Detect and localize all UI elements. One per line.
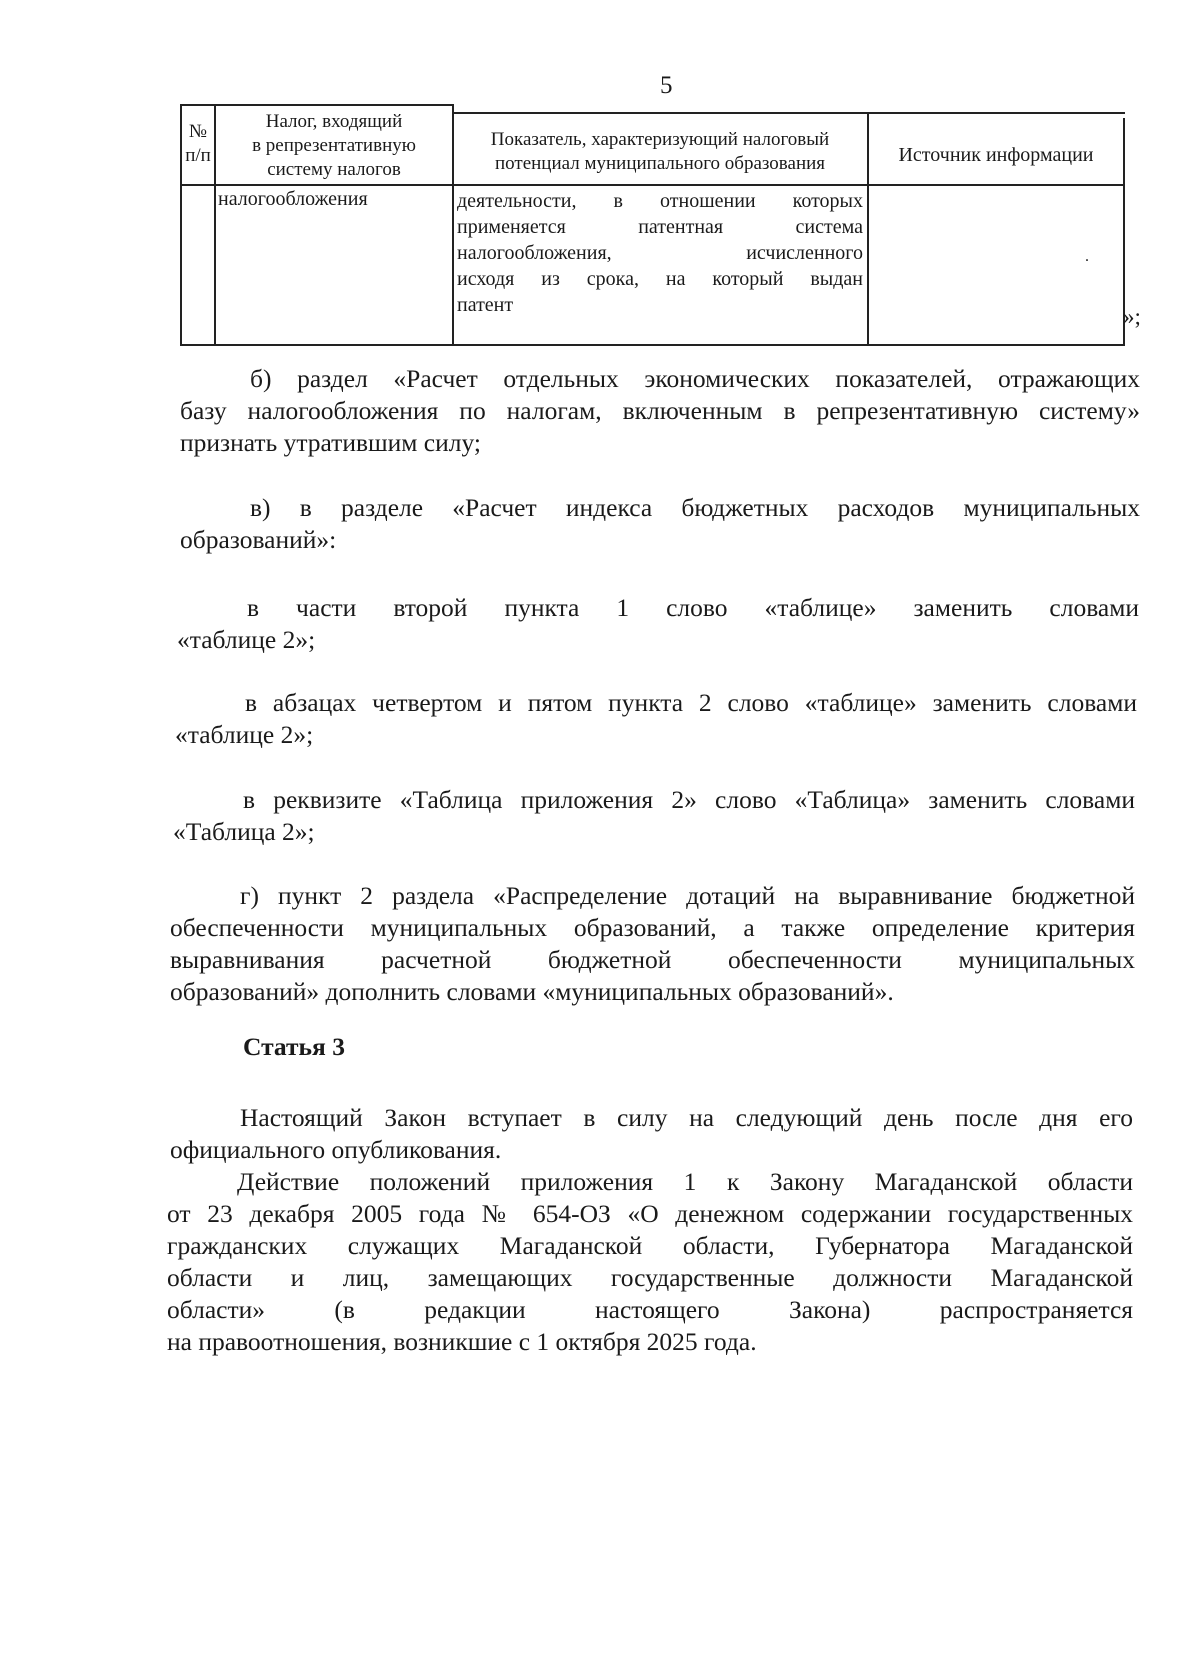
indicator-line: патент [457, 294, 514, 316]
table-closing-quote: »; [1123, 304, 1141, 329]
header-indicator: Показатель, характеризующий налоговый потенциал муниципального образования [490, 129, 830, 174]
indicator-line: применяется патентная система [457, 216, 863, 238]
header-tax: Налог, входящий в репрезентативную систему налогов [252, 111, 416, 180]
paragraph-part-two: в части второй пункта 1 слово «таблице» заменить словами «таблице 2»; [177, 593, 1139, 654]
header-number: № п/п [185, 121, 211, 166]
paragraph-paragraphs: в абзацах четвертом и пятом пункта 2 слово «таблице» заменить словами «таблице 2»; [175, 688, 1137, 749]
row-tax: налогообложения [218, 188, 368, 210]
paragraph-b: б) раздел «Расчет отдельных экономических показателей, отражающих базу налогообложения по налогам, включенным в репрезентативную систему» признать утратившим силу; [180, 364, 1140, 457]
page-number: 5 [660, 72, 673, 99]
row-source: . [1085, 248, 1089, 265]
indicator-line: деятельности, в отношении которых [457, 190, 863, 212]
header-source: Источник информации [898, 144, 1094, 166]
indicator-line: налогообложения, исчисленного [457, 242, 863, 264]
tax-table [180, 104, 1125, 346]
indicator-line: исходя из срока, на который выдан [457, 268, 863, 290]
paragraph-requisite: в реквизите «Таблица приложения 2» слово «Таблица» заменить словами «Таблица 2»; [173, 785, 1135, 846]
paragraph-g: г) пункт 2 раздела «Распределение дотаций на выравнивание бюджетной обеспеченности муниципальных образований, а также определение критерия выравнивания расчетной бюджетной обеспеченности муниципальных образований» дополнить словами «муниципальных образований». [170, 881, 1135, 1006]
article-paragraph-1: Настоящий Закон вступает в силу на следующий день после дня его официального опубликования. [170, 1103, 1133, 1164]
article-title: Статья 3 [243, 1032, 345, 1061]
paragraph-v: в) в разделе «Расчет индекса бюджетных расходов муниципальных образований»: [180, 493, 1140, 554]
article-paragraph-2: Действие положений приложения 1 к Закону Магаданской области от 23 декабря 2005 года № 654-ОЗ «О денежном содержании государственных гражданских служащих Магаданской области, Губернатора Магаданской области и лиц, замещающих государственные должности Магаданской области» (в редакции настоящего Закона) распространяется на правоотношения, возникшие с 1 октября 2025 года. [167, 1167, 1133, 1356]
row-indicator [457, 188, 863, 318]
